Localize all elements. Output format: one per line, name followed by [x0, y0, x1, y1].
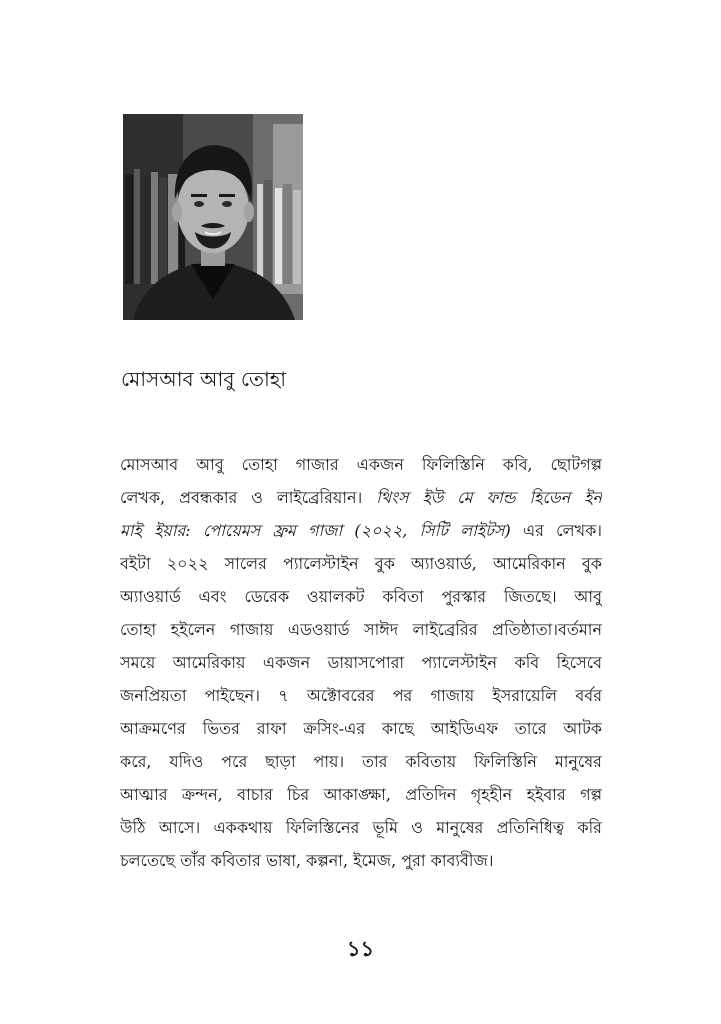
author-portrait-image	[123, 114, 303, 320]
bio-line: লেখক, প্রবন্ধকার ও লাইব্রেরিয়ান। থিংস ইউ মে ফান্ড হিডেন ইন	[120, 488, 602, 507]
bio-line: মোসআব আবু তোহা গাজার একজন ফিলিস্তিনি কবি, ছোটগল্প	[120, 455, 602, 474]
bio-line: অ্যাওয়ার্ড এবং ডেরেক ওয়ালকট কবিতা পুরস্কার জিতছে। আবু	[120, 587, 602, 606]
bio-line: উঠি আসে। এককথায় ফিলিস্তিনের ভূমি ও মানুষের প্রতিনিধিত্ব করি	[120, 818, 602, 837]
book-title: থিংস ইউ মে ফান্ড হিডেন ইন	[376, 488, 602, 507]
bio-line: বইটা ২০২২ সালের প্যালেস্টাইন বুক অ্যাওয়ার্ড, আমেরিকান বুক	[120, 554, 602, 573]
bio-line: জনপ্রিয়তা পাইছেন। ৭ অক্টোবরের পর গাজায় ইসরায়েলি বর্বর	[120, 686, 602, 705]
bio-line: সময়ে আমেরিকায় একজন ডায়াসপোরা প্যালেস্টাইন কবি হিসেবে	[120, 653, 602, 672]
bio-line: চলতেছে তাঁর কবিতার ভাষা, কল্পনা, ইমেজ, পুরা কাব্যবীজ।	[120, 851, 494, 870]
author-name: মোসআব আবু তোহা	[121, 367, 287, 391]
author-portrait	[123, 114, 303, 320]
book-title: মাই ইয়ার: পোয়েমস ফ্রম গাজা (২০২২, সিটি লাইটস)	[120, 521, 511, 540]
bio-line: করে, যদিও পরে ছাড়া পায়। তার কবিতায় ফিলিস্তিনি মানুষের	[120, 752, 602, 771]
bio-line: আত্মার ক্রন্দন, বাচার চির আকাঙ্ক্ষা, প্রতিদিন গৃহহীন হইবার গল্প	[120, 785, 602, 804]
bio-line: আক্রমণের ভিতর রাফা ক্রসিং-এর কাছে আইডিএফ তারে আটক	[120, 719, 602, 738]
bio-line: তোহা হইলেন গাজায় এডওয়ার্ড সাঈদ লাইব্রেরির প্রতিষ্ঠাতা।বর্তমান	[120, 620, 602, 639]
page-number: ১১	[346, 936, 375, 961]
author-bio	[120, 448, 602, 877]
bio-line: মাই ইয়ার: পোয়েমস ফ্রম গাজা (২০২২, সিটি লাইটস) এর লেখক।	[120, 521, 602, 540]
